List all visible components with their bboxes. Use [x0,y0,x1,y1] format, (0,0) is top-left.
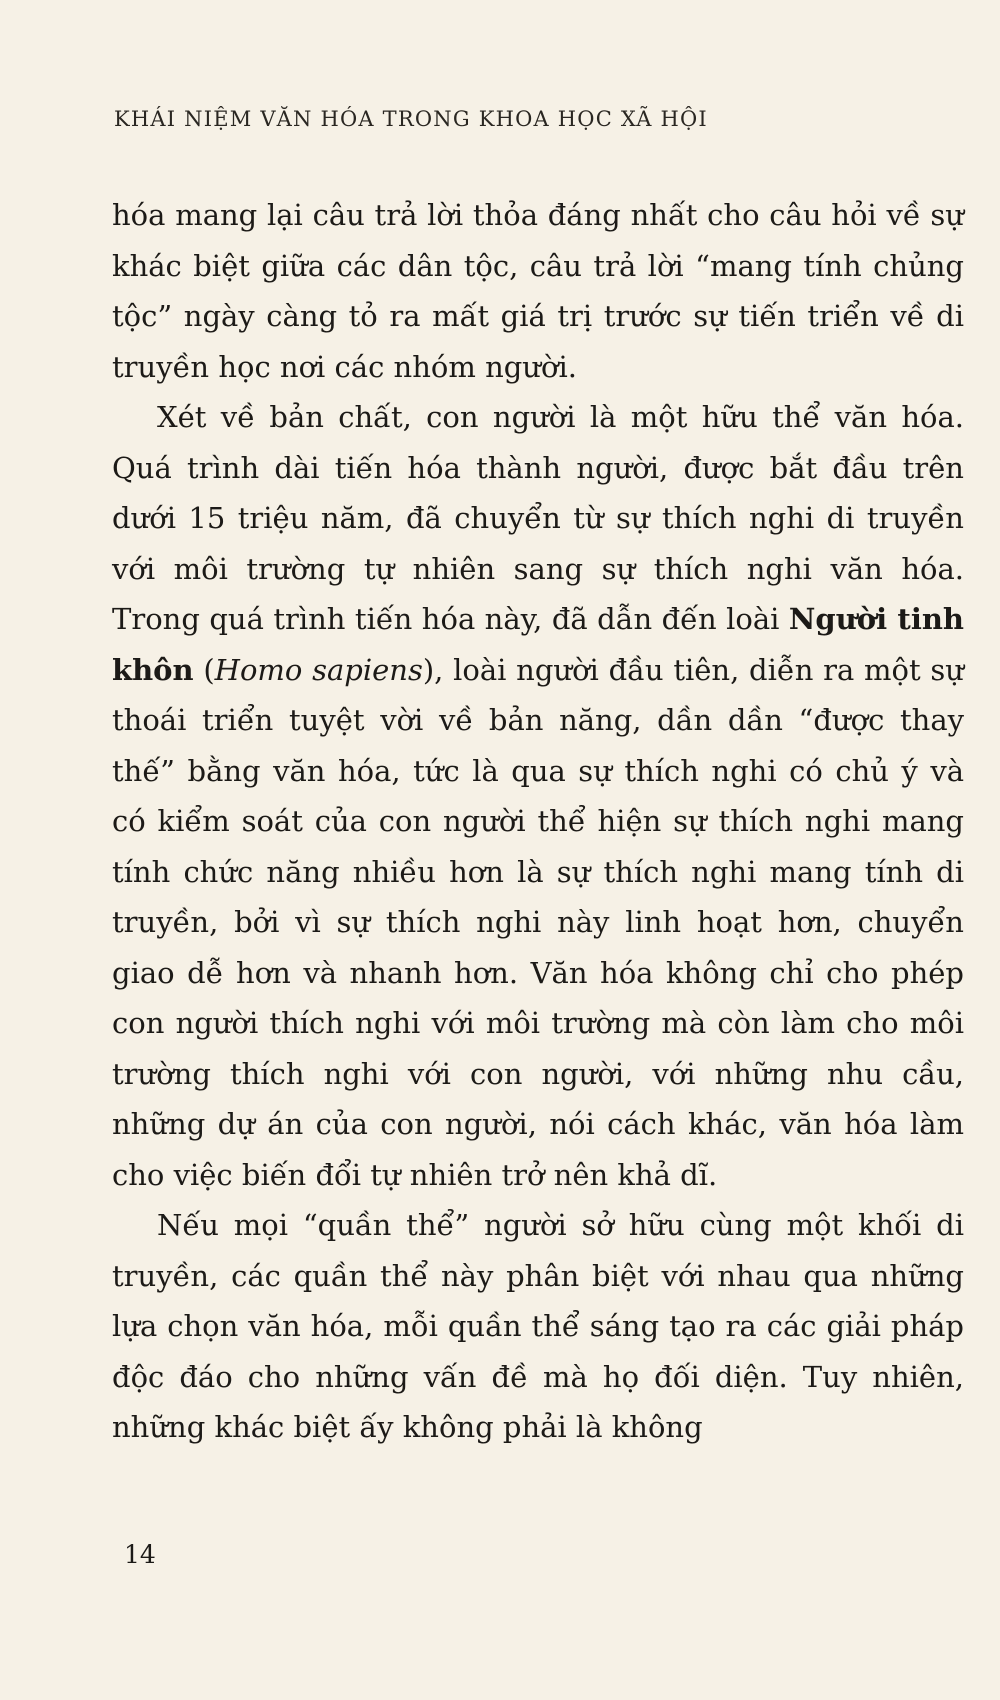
page-number: 14 [124,1540,156,1569]
paragraph-human-nature [112,392,964,1200]
paragraph-continuation: hóa mang lại câu trả lời thỏa đáng nhất cho câu hỏi về sự khác biệt giữa các dân tộc, câu trả lời “mang tính chủng tộc” ngày càng tỏ ra mất giá trị trước sự tiến triển về di truyền học nơi các nhóm người. [112,198,964,384]
running-header: KHÁI NIỆM VĂN HÓA TRONG KHOA HỌC XÃ HỘI [114,107,708,131]
latin-term-homo-sapiens: Homo sapiens [214,652,423,687]
paragraph-text: Xét về bản chất, con người là một hữu thể văn hóa. Quá trình dài tiến hóa thành người, được bắt đầu trên dưới 15 triệu năm, đã chuyển từ sự thích nghi di truyền với môi trường tự nhiên sang sự thích nghi văn hóa. Trong quá trình tiến hóa này, đã dẫn đến loài [112,400,964,636]
page-body [112,190,964,1453]
paren-open: ( [193,652,215,687]
bold-term-nguoi-tinh-khon: Người tinh khôn [112,602,965,687]
paragraph-populations: Nếu mọi “quần thể” người sở hữu cùng một khối di truyền, các quần thể này phân biệt với nhau qua những lựa chọn văn hóa, mỗi quần thể sáng tạo ra các giải pháp độc đáo cho những vấn đề mà họ đối diện. Tuy nhiên, những khác biệt ấy không phải là không [112,1208,964,1444]
paragraph-text: ), loài người đầu tiên, diễn ra một sự thoái triển tuyệt vời về bản năng, dần dần “được thay thế” bằng văn hóa, tức là qua sự thích nghi có chủ ý và có kiểm soát của con người thể hiện sự thích nghi mang tính chức năng nhiều hơn là sự thích nghi mang tính di truyền, bởi vì sự thích nghi này linh hoạt hơn, chuyển giao dễ hơn và nhanh hơn. Văn hóa không chỉ cho phép con người thích nghi với môi trường mà còn làm cho môi trường thích nghi với con người, với những nhu cầu, những dự án của con người, nói cách khác, văn hóa làm cho việc biến đổi tự nhiên trở nên khả dĩ. [112,652,964,1192]
